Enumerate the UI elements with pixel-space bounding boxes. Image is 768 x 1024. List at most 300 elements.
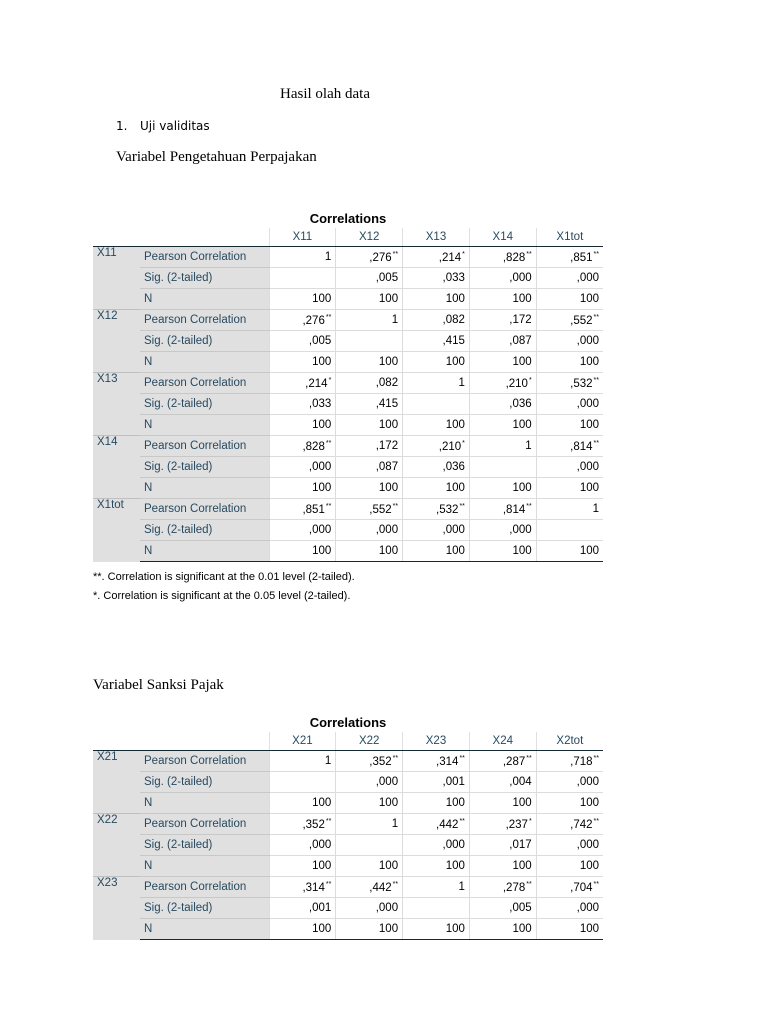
value-cell: ,087 <box>336 457 403 478</box>
cell-value: 532 <box>573 377 593 390</box>
cell-value: 036 <box>512 398 532 410</box>
value-cell <box>336 310 403 331</box>
value-cell: ,828** <box>269 436 336 457</box>
value-cell <box>469 436 536 457</box>
cell-value: 082 <box>445 314 465 326</box>
significance-mark: ** <box>325 502 332 510</box>
cell-value: 000 <box>579 839 599 851</box>
cell-value: 100 <box>579 923 599 935</box>
value-cell: ,352** <box>269 814 336 835</box>
cell-value: 000 <box>312 839 332 851</box>
significance-mark: ** <box>593 439 599 447</box>
value-cell <box>269 919 336 940</box>
value-cell: ,532** <box>536 373 603 394</box>
cell-value: 352 <box>305 818 325 831</box>
value-cell: ,415 <box>403 331 470 352</box>
value-cell: ,005 <box>269 331 336 352</box>
value-cell: ,552** <box>536 310 603 331</box>
cell-value: 100 <box>579 419 599 431</box>
cell-value: 000 <box>512 272 532 284</box>
value-cell <box>536 289 603 310</box>
cell-value: 087 <box>512 335 532 347</box>
value-cell <box>336 415 403 436</box>
cell-value: 100 <box>378 482 399 494</box>
cell-value: 100 <box>445 860 465 872</box>
significance-mark: ** <box>459 817 465 825</box>
value-cell: ,000 <box>536 268 603 289</box>
cell-value: 532 <box>439 503 459 516</box>
cell-value: 851 <box>305 503 325 516</box>
cell-value: 000 <box>378 524 399 536</box>
cell-value: 000 <box>445 524 465 536</box>
significance-mark: * <box>462 250 465 258</box>
value-cell <box>403 352 470 373</box>
value-cell <box>336 352 403 373</box>
table-row <box>93 394 603 415</box>
value-cell: ,552** <box>336 499 403 520</box>
value-cell <box>536 499 603 520</box>
column-header-row <box>93 732 603 751</box>
value-cell <box>336 541 403 562</box>
value-cell <box>269 268 336 289</box>
stat-label: N <box>140 478 269 499</box>
row-variable-label: X1tot <box>93 499 140 562</box>
column-header-x24: X24 <box>469 732 536 751</box>
cell-value: 000 <box>579 776 599 788</box>
significance-mark: ** <box>526 502 532 510</box>
value-cell <box>403 877 470 898</box>
column-header-x21: X21 <box>269 732 336 751</box>
cell-value: 100 <box>378 293 399 305</box>
value-cell: ,033 <box>269 394 336 415</box>
value-cell <box>403 898 470 919</box>
cell-value: 100 <box>445 293 465 305</box>
row-variable-label: X11 <box>93 247 140 310</box>
cell-value: 276 <box>372 251 392 264</box>
table-row <box>93 436 603 457</box>
stat-label: N <box>140 541 269 562</box>
value-cell: ,005 <box>336 268 403 289</box>
cell-value: 100 <box>378 860 399 872</box>
table-row <box>93 415 603 436</box>
stat-label: N <box>140 919 269 940</box>
cell-value: 100 <box>445 545 465 557</box>
stat-label: Sig. (2-tailed) <box>140 835 269 856</box>
value-cell <box>469 541 536 562</box>
column-header-x12: X12 <box>336 228 403 247</box>
column-header-x1tot: X1tot <box>536 228 603 247</box>
value-cell <box>536 415 603 436</box>
value-cell: ,718** <box>536 751 603 772</box>
stat-label: Sig. (2-tailed) <box>140 394 269 415</box>
value-cell <box>269 793 336 814</box>
value-cell <box>469 856 536 877</box>
document-title: Hasil olah data <box>280 86 370 102</box>
cell-value: 100 <box>579 860 599 872</box>
cell-value: 1 <box>391 818 399 830</box>
value-cell: ,237* <box>469 814 536 835</box>
value-cell: ,000 <box>269 835 336 856</box>
significance-mark: * <box>328 376 332 384</box>
section-label: Uji validitas <box>140 119 210 133</box>
value-cell: ,851** <box>536 247 603 268</box>
cell-value: 100 <box>312 923 332 935</box>
correlations-grid <box>93 228 603 562</box>
significance-mark: ** <box>593 376 599 384</box>
value-cell <box>469 457 536 478</box>
value-cell <box>536 856 603 877</box>
value-cell <box>336 793 403 814</box>
cell-value: 210 <box>441 440 462 453</box>
value-cell <box>269 541 336 562</box>
cell-value: 704 <box>573 881 593 894</box>
significance-mark: ** <box>325 439 332 447</box>
table-row <box>93 772 603 793</box>
cell-value: 100 <box>445 797 465 809</box>
stat-label: Sig. (2-tailed) <box>140 898 269 919</box>
correlations-table-2 <box>93 713 603 946</box>
value-cell <box>269 247 336 268</box>
value-cell: ,276** <box>269 310 336 331</box>
cell-value: 210 <box>508 377 528 390</box>
cell-value: 033 <box>445 272 465 284</box>
cell-value: 100 <box>512 482 532 494</box>
value-cell: ,276** <box>336 247 403 268</box>
value-cell: ,017 <box>469 835 536 856</box>
value-cell: ,000 <box>336 898 403 919</box>
value-cell <box>269 289 336 310</box>
cell-value: 214 <box>308 377 328 390</box>
table-row <box>93 268 603 289</box>
significance-mark: ** <box>526 880 532 888</box>
value-cell: ,000 <box>536 457 603 478</box>
value-cell: ,000 <box>469 268 536 289</box>
table-row <box>93 499 603 520</box>
value-cell: ,532** <box>403 499 470 520</box>
table-row <box>93 289 603 310</box>
cell-value: 442 <box>439 818 459 831</box>
value-cell: ,287** <box>469 751 536 772</box>
stat-label: Pearson Correlation <box>140 436 269 457</box>
cell-value: 100 <box>579 797 599 809</box>
stat-label: Pearson Correlation <box>140 814 269 835</box>
cell-value: 352 <box>372 755 392 768</box>
value-cell: ,082 <box>336 373 403 394</box>
cell-value: 1 <box>592 503 599 515</box>
value-cell <box>336 856 403 877</box>
cell-value: 005 <box>512 902 532 914</box>
cell-value: 552 <box>573 314 593 327</box>
significance-mark: ** <box>392 880 399 888</box>
value-cell <box>469 289 536 310</box>
value-cell: ,036 <box>469 394 536 415</box>
value-cell: ,000 <box>536 835 603 856</box>
cell-value: 100 <box>512 356 532 368</box>
value-cell <box>269 415 336 436</box>
value-cell: ,000 <box>269 520 336 541</box>
value-cell: ,415 <box>336 394 403 415</box>
significance-mark: * <box>528 817 532 825</box>
variable-heading-2: Variabel Sanksi Pajak <box>93 677 224 693</box>
row-variable-label: X12 <box>93 310 140 373</box>
cell-value: 001 <box>445 776 465 788</box>
value-cell: ,087 <box>469 331 536 352</box>
table-row <box>93 919 603 940</box>
cell-value: 000 <box>378 776 399 788</box>
significance-mark: ** <box>392 250 399 258</box>
footnote: *. Correlation is significant at the 0.05 level (2-tailed). <box>93 590 351 602</box>
stat-label: N <box>140 289 269 310</box>
cell-value: 000 <box>378 902 399 914</box>
cell-value: 000 <box>579 272 599 284</box>
value-cell <box>336 835 403 856</box>
cell-value: 828 <box>305 440 325 453</box>
cell-value: 100 <box>378 797 399 809</box>
value-cell: ,172 <box>469 310 536 331</box>
cell-value: 1 <box>458 881 465 893</box>
cell-value: 001 <box>312 902 332 914</box>
value-cell: ,210* <box>469 373 536 394</box>
cell-value: 100 <box>512 419 532 431</box>
stat-label: N <box>140 415 269 436</box>
table-row <box>93 877 603 898</box>
cell-value: 005 <box>312 335 332 347</box>
cell-value: 100 <box>312 482 332 494</box>
cell-value: 278 <box>506 881 526 894</box>
cell-value: 851 <box>573 251 593 264</box>
cell-value: 100 <box>445 419 465 431</box>
header-blank <box>93 732 140 751</box>
value-cell: ,851** <box>269 499 336 520</box>
significance-mark: ** <box>593 754 599 762</box>
value-cell <box>469 478 536 499</box>
column-header-x22: X22 <box>336 732 403 751</box>
value-cell <box>469 352 536 373</box>
value-cell <box>403 478 470 499</box>
stat-label: N <box>140 793 269 814</box>
cell-value: 000 <box>579 902 599 914</box>
significance-mark: ** <box>459 502 465 510</box>
cell-value: 100 <box>445 923 465 935</box>
value-cell <box>536 352 603 373</box>
cell-value: 000 <box>445 839 465 851</box>
value-cell: ,442** <box>336 877 403 898</box>
value-cell: ,001 <box>403 772 470 793</box>
cell-value: 276 <box>305 314 325 327</box>
table-row <box>93 352 603 373</box>
significance-mark: ** <box>526 250 532 258</box>
significance-mark: ** <box>593 313 599 321</box>
stat-label: Pearson Correlation <box>140 751 269 772</box>
cell-value: 087 <box>378 461 399 473</box>
significance-mark: * <box>528 376 532 384</box>
column-header-row <box>93 228 603 247</box>
correlations-title: Correlations <box>309 715 387 730</box>
cell-value: 004 <box>512 776 532 788</box>
column-header-x13: X13 <box>403 228 470 247</box>
column-header-x14: X14 <box>469 228 536 247</box>
stat-label: N <box>140 856 269 877</box>
cell-value: 100 <box>378 356 399 368</box>
significance-mark: ** <box>459 754 465 762</box>
section-number: 1. <box>116 119 128 133</box>
cell-value: 000 <box>579 335 599 347</box>
table-row <box>93 310 603 331</box>
value-cell: ,214* <box>403 247 470 268</box>
stat-label: Sig. (2-tailed) <box>140 268 269 289</box>
stat-label: Pearson Correlation <box>140 373 269 394</box>
table-row <box>93 814 603 835</box>
stat-label: Pearson Correlation <box>140 877 269 898</box>
value-cell <box>403 856 470 877</box>
value-cell: ,828** <box>469 247 536 268</box>
value-cell <box>403 394 470 415</box>
cell-value: 100 <box>312 545 332 557</box>
table-footnotes <box>93 568 603 606</box>
value-cell <box>269 772 336 793</box>
value-cell: ,742** <box>536 814 603 835</box>
stat-label: Sig. (2-tailed) <box>140 520 269 541</box>
cell-value: 1 <box>458 377 465 389</box>
row-variable-label: X13 <box>93 373 140 436</box>
value-cell: ,704** <box>536 877 603 898</box>
section-heading <box>116 119 210 133</box>
significance-mark: ** <box>392 754 399 762</box>
cell-value: 000 <box>579 398 599 410</box>
cell-value: 000 <box>312 461 332 473</box>
value-cell <box>269 352 336 373</box>
value-cell <box>403 289 470 310</box>
value-cell: ,000 <box>536 394 603 415</box>
value-cell: ,172 <box>336 436 403 457</box>
cell-value: 100 <box>378 923 399 935</box>
stat-label: Sig. (2-tailed) <box>140 772 269 793</box>
value-cell: ,000 <box>536 331 603 352</box>
cell-value: 082 <box>378 377 399 389</box>
stat-label: Pearson Correlation <box>140 310 269 331</box>
cell-value: 287 <box>506 755 526 768</box>
row-variable-label: X23 <box>93 877 140 940</box>
value-cell: ,000 <box>269 457 336 478</box>
cell-value: 100 <box>312 797 332 809</box>
value-cell <box>536 793 603 814</box>
cell-value: 017 <box>512 839 532 851</box>
table-row <box>93 478 603 499</box>
cell-value: 172 <box>378 440 399 452</box>
value-cell <box>536 478 603 499</box>
cell-value: 100 <box>445 356 465 368</box>
value-cell <box>336 331 403 352</box>
value-cell <box>469 919 536 940</box>
value-cell: ,214* <box>269 373 336 394</box>
cell-value: 814 <box>573 440 593 453</box>
value-cell <box>403 541 470 562</box>
header-blank <box>93 228 140 247</box>
row-variable-label: X14 <box>93 436 140 499</box>
stat-label: Pearson Correlation <box>140 499 269 520</box>
cell-value: 100 <box>378 419 399 431</box>
cell-value: 100 <box>512 293 532 305</box>
row-variable-label: X22 <box>93 814 140 877</box>
header-blank <box>140 732 269 751</box>
significance-mark: ** <box>593 817 599 825</box>
value-cell: ,000 <box>469 520 536 541</box>
value-cell: ,082 <box>403 310 470 331</box>
value-cell: ,000 <box>536 772 603 793</box>
cell-value: 036 <box>445 461 465 473</box>
cell-value: 100 <box>579 482 599 494</box>
value-cell <box>269 856 336 877</box>
cell-value: 214 <box>441 251 462 264</box>
value-cell <box>403 415 470 436</box>
significance-mark: ** <box>325 817 332 825</box>
value-cell: ,001 <box>269 898 336 919</box>
stat-label: Sig. (2-tailed) <box>140 331 269 352</box>
correlations-title: Correlations <box>309 211 387 226</box>
table-row <box>93 856 603 877</box>
value-cell: ,210* <box>403 436 470 457</box>
footnote: **. Correlation is significant at the 0.01 level (2-tailed). <box>93 571 355 583</box>
cell-value: 172 <box>512 314 532 326</box>
value-cell: ,000 <box>536 898 603 919</box>
value-cell: ,314** <box>403 751 470 772</box>
cell-value: 100 <box>579 293 599 305</box>
cell-value: 000 <box>512 524 532 536</box>
cell-value: 742 <box>573 818 593 831</box>
table-row <box>93 331 603 352</box>
value-cell <box>403 793 470 814</box>
value-cell <box>269 478 336 499</box>
cell-value: 415 <box>445 335 465 347</box>
cell-value: 000 <box>579 461 599 473</box>
cell-value: 828 <box>506 251 526 264</box>
value-cell: ,278** <box>469 877 536 898</box>
value-cell <box>536 919 603 940</box>
value-cell: ,814** <box>469 499 536 520</box>
value-cell <box>336 814 403 835</box>
value-cell <box>536 541 603 562</box>
table-row <box>93 898 603 919</box>
value-cell <box>536 520 603 541</box>
cell-value: 100 <box>312 293 332 305</box>
value-cell: ,000 <box>336 520 403 541</box>
value-cell: ,036 <box>403 457 470 478</box>
value-cell <box>469 793 536 814</box>
stat-label: Pearson Correlation <box>140 247 269 268</box>
stat-label: Sig. (2-tailed) <box>140 457 269 478</box>
value-cell <box>336 478 403 499</box>
column-header-x11: X11 <box>269 228 336 247</box>
table-row <box>93 457 603 478</box>
value-cell: ,352** <box>336 751 403 772</box>
cell-value: 100 <box>512 860 532 872</box>
cell-value: 100 <box>312 860 332 872</box>
value-cell: ,442** <box>403 814 470 835</box>
table-row <box>93 835 603 856</box>
correlations-grid <box>93 732 603 940</box>
cell-value: 1 <box>391 314 399 326</box>
value-cell: ,033 <box>403 268 470 289</box>
value-cell <box>336 289 403 310</box>
table-row <box>93 520 603 541</box>
cell-value: 814 <box>506 503 526 516</box>
value-cell <box>469 415 536 436</box>
cell-value: 314 <box>439 755 459 768</box>
significance-mark: ** <box>593 880 599 888</box>
column-header-x2tot: X2tot <box>536 732 603 751</box>
cell-value: 100 <box>579 356 599 368</box>
cell-value: 237 <box>508 818 528 831</box>
